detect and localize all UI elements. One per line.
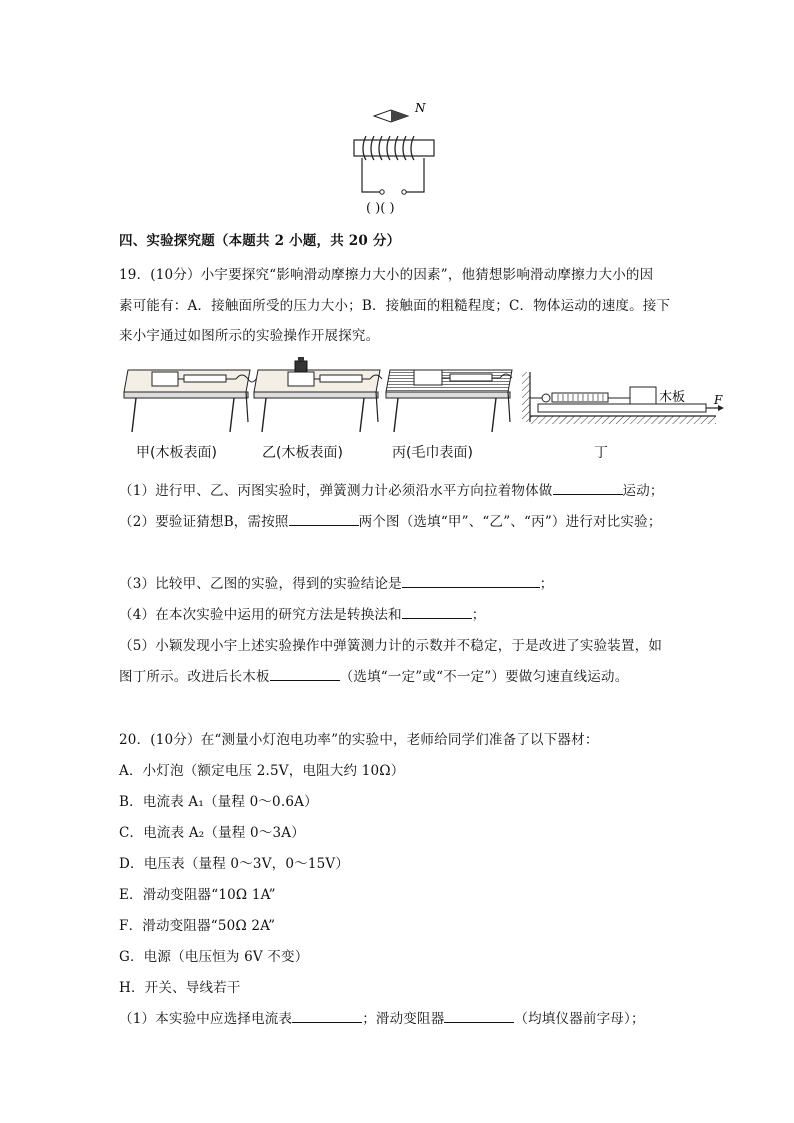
ding-board-label: 木板 xyxy=(659,390,686,405)
answer-blank-6[interactable] xyxy=(292,1010,362,1023)
compass-needle-icon xyxy=(374,110,408,122)
q19-part-1: （1）进行甲、乙、丙图实验时，弹簧测力计必须沿水平方向拉着物体做 运动； xyxy=(119,483,664,499)
iron-core xyxy=(354,140,434,156)
answer-blank-1[interactable] xyxy=(553,482,623,495)
q19-part-3: （3）比较甲、乙图的实验，得到的实验结论是 ； xyxy=(119,576,554,592)
figure-yi xyxy=(254,357,382,432)
figure-bing xyxy=(386,370,512,432)
q20-item-h: H．开关、导线若干 xyxy=(119,980,241,996)
right-terminal xyxy=(402,190,406,194)
terminal-brackets xyxy=(366,201,395,216)
q20-item-f: F．滑动变阻器“50Ω 2A” xyxy=(119,918,276,934)
q20-item-d: D．电压表（量程 0～3V，0～15V） xyxy=(119,856,350,872)
answer-blank-4[interactable] xyxy=(402,606,472,619)
force-label: F xyxy=(714,393,723,407)
caption-yi: 乙(木板表面) xyxy=(262,445,343,461)
caption-jia: 甲(木板表面) xyxy=(136,445,217,461)
answer-blank-2[interactable] xyxy=(289,513,359,526)
q20-item-b: B．电流表 A₁（量程 0～0.6A） xyxy=(119,794,318,810)
wooden-block xyxy=(630,387,656,404)
q20-item-e: E．滑动变阻器“10Ω 1A” xyxy=(119,887,276,903)
q19-part-5-line-1: （5）小颖发现小宇上述实验操作中弹簧测力计的示数并不稳定，于是改进了实验装置，如 xyxy=(119,638,663,654)
left-wire xyxy=(362,158,380,192)
answer-blank-5[interactable] xyxy=(270,668,340,681)
q20-item-c: C．电流表 A₂（量程 0～3A） xyxy=(119,825,305,841)
electromagnet-figure xyxy=(340,96,450,220)
spring-scale xyxy=(320,375,362,382)
left-bracket: ( ) xyxy=(366,201,381,216)
wooden-block xyxy=(152,372,178,386)
q19-part-2: （2）要验证猜想B，需按照 两个图（选填“甲”、“乙”、“丙”）进行对比实验； xyxy=(119,514,662,530)
answer-blank-7[interactable] xyxy=(444,1010,514,1023)
caption-ding: 丁 xyxy=(594,445,608,461)
right-bracket: ( ) xyxy=(380,201,395,216)
spring-scale xyxy=(450,374,492,381)
weight xyxy=(295,361,307,372)
spring-scale xyxy=(184,375,226,382)
q19-intro-line-2: 素可能有：A．接触面所受的压力大小；B．接触面的粗糙程度；C．物体运动的速度。接下 xyxy=(119,298,671,314)
q19-part-5-line-2: 图丁所示。改进后长木板 （选填“一定”或“不一定”）要做匀速直线运动。 xyxy=(119,669,629,685)
q20-intro: 20．(10分）在“测量小灯泡电功率”的实验中，老师给同学们准备了以下器材： xyxy=(119,732,599,748)
q19-part-4: （4）在本次实验中运用的研究方法是转换法和 ； xyxy=(119,607,486,623)
friction-experiment-figure xyxy=(118,356,728,436)
q20-item-g: G．电源（电压恒为 6V 不变） xyxy=(119,949,309,965)
long-board xyxy=(538,404,706,412)
wooden-block xyxy=(288,372,314,386)
caption-bing: 丙(毛巾表面) xyxy=(392,445,473,461)
spring-scale xyxy=(552,393,608,402)
q19-intro-line-3: 来小宇通过如图所示的实验操作开展探究。 xyxy=(119,328,380,344)
left-terminal xyxy=(380,190,384,194)
q20-item-a: A．小灯泡（额定电压 2.5V，电阻大约 10Ω） xyxy=(119,763,405,779)
wooden-block xyxy=(414,370,442,385)
q19-intro-line-1: 19．(10分）小宇要探究“影响滑动摩擦力大小的因素”，他猜想影响滑动摩擦力大小的因 xyxy=(119,267,654,283)
figure-ding xyxy=(522,372,724,424)
figure-jia xyxy=(124,370,256,432)
section-heading: 四、实验探究题（本题共 2 小题，共 20 分） xyxy=(119,233,401,249)
right-wire xyxy=(406,158,424,192)
north-label: N xyxy=(415,101,426,115)
answer-blank-3[interactable] xyxy=(402,575,540,588)
q20-part-1: （1）本实验中应选择电流表 ；滑动变阻器 （均填仪器前字母）； xyxy=(119,1011,645,1027)
